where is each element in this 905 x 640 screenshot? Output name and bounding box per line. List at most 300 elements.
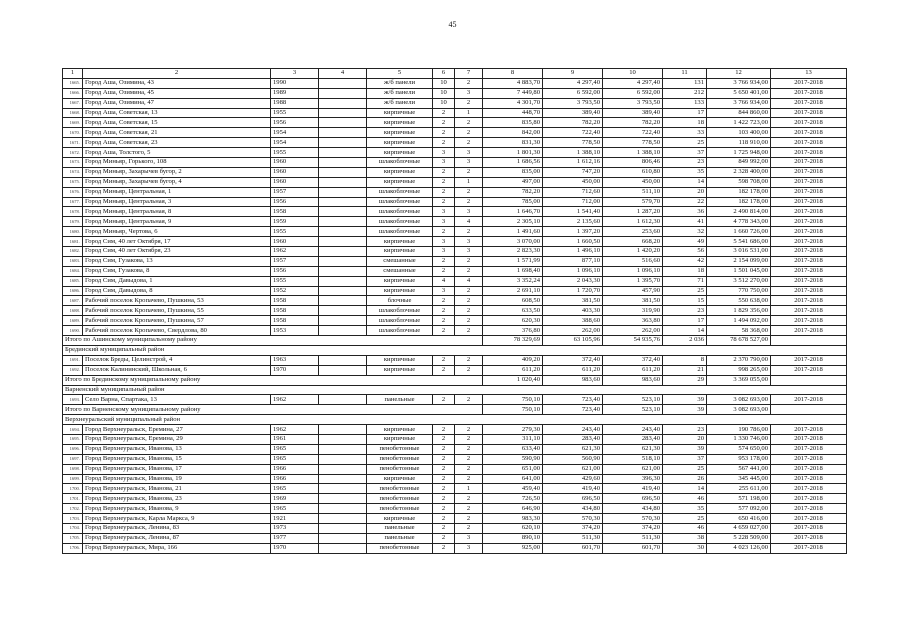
living-area-cell: 374,20 [543,523,603,533]
repair-period-cell: 2017-2018 [771,395,847,405]
repair-cost-cell: 3 766 934,00 [707,78,771,88]
year-renovated-cell [319,326,367,336]
living-area-cell: 403,30 [543,306,603,316]
total-area-cell: 983,30 [483,514,543,524]
entrances-cell: 2 [455,395,483,405]
address-cell: Город Миньяр, Захарычев бугор, 2 [83,167,271,177]
year-renovated-cell [319,474,367,484]
living-area-cell: 723,40 [543,395,603,405]
repair-cost-cell: 5 228 509,00 [707,533,771,543]
repair-cost-cell: 1 330 746,00 [707,434,771,444]
living-area-cell: 1 720,70 [543,286,603,296]
table-row [63,266,847,276]
entrances-cell: 2 [455,425,483,435]
repair-period-cell: 2017-2018 [771,444,847,454]
repair-cost-cell: 58 368,00 [707,326,771,336]
total-area-cell: 1 646,70 [483,207,543,217]
repair-period-cell: 2017-2018 [771,187,847,197]
total-area-total-cell: 750,10 [483,405,543,415]
year-renovated-cell [319,227,367,237]
table-row [63,444,847,454]
table-row [63,128,847,138]
column-header-11: 11 [663,69,707,79]
repair-period-total-cell [771,405,847,415]
total-area-cell: 448,70 [483,108,543,118]
address-cell: Город Верхнеуральск, Иванова, 9 [83,504,271,514]
repair-period-cell: 2017-2018 [771,88,847,98]
total-area-cell: 7 449,80 [483,88,543,98]
total-label: Итого по Варненскому муниципальному району [63,405,483,415]
repair-cost-cell: 2 490 814,00 [707,207,771,217]
entrances-cell: 2 [455,306,483,316]
wall-material-cell: кирпичные [367,108,433,118]
year-renovated-cell [319,98,367,108]
year-renovated-cell [319,217,367,227]
entrances-cell: 3 [455,148,483,158]
year-built-cell: 1957 [271,187,319,197]
repair-period-cell: 2017-2018 [771,355,847,365]
entrances-cell: 2 [455,98,483,108]
year-renovated-cell [319,148,367,158]
wall-material-cell: смешанные [367,266,433,276]
row-number-cell: 1674. [63,167,83,177]
floors-cell: 2 [433,326,455,336]
residential-area-cell: 518,10 [603,454,663,464]
floors-cell: 2 [433,395,455,405]
year-built-cell: 1990 [271,78,319,88]
entrances-cell: 2 [455,474,483,484]
year-built-cell: 1962 [271,247,319,257]
year-renovated-cell [319,425,367,435]
repair-cost-cell: 574 650,00 [707,444,771,454]
wall-material-cell: шлакоблочные [367,217,433,227]
residential-area-cell: 363,80 [603,316,663,326]
row-number-cell: 1683. [63,256,83,266]
address-cell: Город Сим, 40 лет Октября, 23 [83,247,271,257]
address-cell: Город Верхнеуральск, Иванова, 13 [83,444,271,454]
year-built-cell: 1955 [271,276,319,286]
repair-cost-cell: 5 650 401,00 [707,88,771,98]
total-area-cell: 611,20 [483,365,543,375]
year-built-cell: 1962 [271,395,319,405]
residential-area-cell: 611,20 [603,365,663,375]
repair-period-cell: 2017-2018 [771,296,847,306]
year-renovated-cell [319,365,367,375]
table-row [63,108,847,118]
residential-area-cell: 262,00 [603,326,663,336]
entrances-cell: 2 [455,286,483,296]
floors-cell: 2 [433,316,455,326]
floors-cell: 2 [433,464,455,474]
repair-period-cell: 2017-2018 [771,108,847,118]
row-number-cell: 1687. [63,296,83,306]
entrances-cell: 3 [455,158,483,168]
entrances-cell: 2 [455,197,483,207]
row-number-cell: 1669. [63,118,83,128]
year-built-cell: 1988 [271,98,319,108]
living-area-cell: 419,40 [543,484,603,494]
entrances-cell: 1 [455,177,483,187]
residents-cell: 22 [663,197,707,207]
repair-cost-cell: 571 198,00 [707,494,771,504]
total-area-cell: 925,00 [483,543,543,553]
residents-cell: 32 [663,227,707,237]
table-row [63,316,847,326]
floors-cell: 2 [433,543,455,553]
total-area-cell: 1 571,99 [483,256,543,266]
table-row [63,88,847,98]
living-area-cell: 621,00 [543,464,603,474]
floors-cell: 10 [433,98,455,108]
year-built-cell: 1970 [271,543,319,553]
residential-area-total-cell: 523,10 [603,405,663,415]
address-cell: Село Варна, Спартака, 13 [83,395,271,405]
repair-period-cell: 2017-2018 [771,434,847,444]
residential-area-cell: 579,70 [603,197,663,207]
wall-material-cell: ж/б панели [367,78,433,88]
year-built-cell: 1921 [271,514,319,524]
repair-cost-cell: 255 611,00 [707,484,771,494]
year-renovated-cell [319,306,367,316]
year-built-cell: 1956 [271,197,319,207]
repair-period-cell: 2017-2018 [771,543,847,553]
total-area-cell: 459,40 [483,484,543,494]
address-cell: Рабочий поселок Кропачево, Пушкина, 57 [83,316,271,326]
total-area-cell: 4 301,70 [483,98,543,108]
year-renovated-cell [319,207,367,217]
entrances-cell: 2 [455,434,483,444]
floors-cell: 2 [433,187,455,197]
living-area-cell: 4 297,40 [543,78,603,88]
floors-cell: 2 [433,128,455,138]
table-row [63,494,847,504]
year-built-cell: 1956 [271,266,319,276]
repair-cost-total-cell: 78 678 527,00 [707,336,771,346]
total-area-cell: 842,00 [483,128,543,138]
entrances-cell: 1 [455,108,483,118]
residential-area-cell: 1 612,30 [603,217,663,227]
wall-material-cell: кирпичные [367,167,433,177]
living-area-cell: 1 612,16 [543,158,603,168]
residential-area-cell: 516,60 [603,256,663,266]
address-cell: Город Аша, Толстого, 5 [83,148,271,158]
residents-cell: 14 [663,484,707,494]
residential-area-cell: 253,60 [603,227,663,237]
living-area-cell: 621,30 [543,444,603,454]
table-row [63,276,847,286]
entrances-cell: 2 [455,118,483,128]
floors-cell: 2 [433,504,455,514]
residential-area-cell: 389,40 [603,108,663,118]
repair-period-cell: 2017-2018 [771,326,847,336]
repair-period-cell: 2017-2018 [771,138,847,148]
repair-period-cell: 2017-2018 [771,276,847,286]
residents-cell: 25 [663,138,707,148]
address-cell: Поселок Бреды, Целинстрой, 4 [83,355,271,365]
table-row [63,365,847,375]
entrances-cell: 2 [455,355,483,365]
living-area-cell: 6 592,00 [543,88,603,98]
row-number-cell: 1680. [63,227,83,237]
residential-area-cell: 1 096,10 [603,266,663,276]
year-renovated-cell [319,296,367,306]
row-number-cell: 1705. [63,533,83,543]
living-area-cell: 747,20 [543,167,603,177]
row-number-cell: 1704. [63,523,83,533]
total-row [63,336,847,346]
floors-cell: 3 [433,217,455,227]
repair-cost-total-cell: 3 369 055,00 [707,375,771,385]
entrances-cell: 2 [455,316,483,326]
year-renovated-cell [319,444,367,454]
wall-material-cell: шлакоблочные [367,326,433,336]
table-row [63,425,847,435]
entrances-cell: 2 [455,365,483,375]
residents-cell: 25 [663,464,707,474]
year-built-cell: 1958 [271,207,319,217]
living-area-cell: 1 541,40 [543,207,603,217]
wall-material-cell: кирпичные [367,118,433,128]
year-renovated-cell [319,88,367,98]
wall-material-cell: кирпичные [367,128,433,138]
residential-area-cell: 570,30 [603,514,663,524]
repair-cost-cell: 598 708,00 [707,177,771,187]
wall-material-cell: кирпичные [367,514,433,524]
row-number-cell: 1693. [63,395,83,405]
row-number-cell: 1699. [63,474,83,484]
year-renovated-cell [319,523,367,533]
residents-cell: 212 [663,88,707,98]
repair-cost-cell: 4 659 027,00 [707,523,771,533]
year-renovated-cell [319,128,367,138]
wall-material-cell: шлакоблочные [367,187,433,197]
row-number-cell: 1702. [63,504,83,514]
row-number-cell: 1678. [63,207,83,217]
residents-cell: 23 [663,158,707,168]
living-area-cell: 434,80 [543,504,603,514]
repair-period-cell: 2017-2018 [771,98,847,108]
row-number-cell: 1706. [63,543,83,553]
repair-period-total-cell [771,336,847,346]
residential-area-cell: 523,10 [603,395,663,405]
total-area-cell: 620,10 [483,523,543,533]
entrances-cell: 4 [455,217,483,227]
year-renovated-cell [319,533,367,543]
repair-period-cell: 2017-2018 [771,484,847,494]
repair-period-cell: 2017-2018 [771,494,847,504]
residential-area-cell: 778,50 [603,138,663,148]
floors-cell: 2 [433,474,455,484]
floors-cell: 2 [433,355,455,365]
floors-cell: 2 [433,227,455,237]
residential-area-cell: 782,20 [603,118,663,128]
repair-period-cell: 2017-2018 [771,197,847,207]
year-renovated-cell [319,158,367,168]
residential-area-cell: 419,40 [603,484,663,494]
year-renovated-cell [319,504,367,514]
residents-cell: 25 [663,286,707,296]
total-area-cell: 2 305,10 [483,217,543,227]
living-area-cell: 1 660,50 [543,237,603,247]
residents-total-cell: 29 [663,375,707,385]
address-cell: Город Сим, Давыдова, 8 [83,286,271,296]
wall-material-cell: кирпичные [367,434,433,444]
total-area-cell: 641,00 [483,474,543,484]
column-header-2: 2 [83,69,271,79]
wall-material-cell: кирпичные [367,237,433,247]
repair-cost-cell: 2 328 400,00 [707,167,771,177]
living-area-cell: 381,50 [543,296,603,306]
total-area-cell: 2 691,10 [483,286,543,296]
living-area-cell: 243,40 [543,425,603,435]
row-number-cell: 1694. [63,425,83,435]
entrances-cell: 2 [455,326,483,336]
living-area-total-cell: 63 105,96 [543,336,603,346]
address-cell: Город Верхнеуральск, Иванова, 17 [83,464,271,474]
year-built-cell: 1955 [271,227,319,237]
residential-area-cell: 372,40 [603,355,663,365]
floors-cell: 2 [433,138,455,148]
address-cell: Рабочий поселок Кропачево, Пушкина, 53 [83,296,271,306]
repair-period-cell: 2017-2018 [771,167,847,177]
floors-cell: 10 [433,78,455,88]
floors-cell: 2 [433,533,455,543]
housing-register-table [62,68,847,554]
floors-cell: 10 [433,88,455,98]
column-header-7: 7 [455,69,483,79]
year-renovated-cell [319,484,367,494]
repair-cost-cell: 998 265,00 [707,365,771,375]
entrances-cell: 4 [455,276,483,286]
residents-cell: 39 [663,395,707,405]
table-row [63,514,847,524]
repair-cost-cell: 5 541 686,00 [707,237,771,247]
residential-area-cell: 668,20 [603,237,663,247]
row-number-cell: 1672. [63,148,83,158]
residential-area-cell: 243,40 [603,425,663,435]
living-area-cell: 389,40 [543,108,603,118]
residential-area-cell: 806,46 [603,158,663,168]
table-row [63,247,847,257]
living-area-cell: 712,60 [543,187,603,197]
repair-period-cell: 2017-2018 [771,148,847,158]
repair-period-cell: 2017-2018 [771,286,847,296]
year-renovated-cell [319,78,367,88]
residents-cell: 131 [663,78,707,88]
residents-cell: 42 [663,256,707,266]
table-row [63,98,847,108]
row-number-cell: 1684. [63,266,83,276]
year-renovated-cell [319,355,367,365]
row-number-cell: 1677. [63,197,83,207]
address-cell: Город Миньяр, Горького, 108 [83,158,271,168]
row-number-cell: 1666. [63,88,83,98]
living-area-cell: 722,40 [543,128,603,138]
table-row [63,395,847,405]
wall-material-cell: шлакоблочные [367,158,433,168]
repair-cost-cell: 2 154 099,00 [707,256,771,266]
residents-cell: 39 [663,444,707,454]
residential-area-cell: 722,40 [603,128,663,138]
row-number-cell: 1675. [63,177,83,187]
residential-area-cell: 374,20 [603,523,663,533]
repair-period-cell: 2017-2018 [771,504,847,514]
repair-period-cell: 2017-2018 [771,78,847,88]
row-number-cell: 1698. [63,464,83,474]
living-area-cell: 601,70 [543,543,603,553]
living-area-cell: 450,00 [543,177,603,187]
residents-cell: 25 [663,514,707,524]
total-area-cell: 831,30 [483,138,543,148]
repair-cost-cell: 182 178,00 [707,197,771,207]
row-number-cell: 1676. [63,187,83,197]
address-cell: Город Верхнеуральск, Ленина, 87 [83,533,271,543]
wall-material-cell: кирпичные [367,177,433,187]
address-cell: Город Аша, Советская, 15 [83,118,271,128]
living-area-cell: 429,60 [543,474,603,484]
total-area-cell: 726,50 [483,494,543,504]
total-area-cell: 497,00 [483,177,543,187]
residents-cell: 35 [663,167,707,177]
page-number: 45 [448,20,457,29]
residents-cell: 35 [663,504,707,514]
repair-period-cell: 2017-2018 [771,207,847,217]
wall-material-cell: кирпичные [367,365,433,375]
residents-cell: 46 [663,523,707,533]
entrances-cell: 3 [455,543,483,553]
residents-cell: 30 [663,543,707,553]
residents-cell: 17 [663,316,707,326]
year-built-cell: 1966 [271,464,319,474]
floors-cell: 2 [433,167,455,177]
column-header-8: 8 [483,69,543,79]
total-area-cell: 279,30 [483,425,543,435]
repair-period-cell: 2017-2018 [771,514,847,524]
wall-material-cell: панельные [367,533,433,543]
year-built-cell: 1973 [271,523,319,533]
residents-cell: 14 [663,326,707,336]
residents-cell: 23 [663,425,707,435]
living-area-cell: 1 388,10 [543,148,603,158]
wall-material-cell: панельные [367,395,433,405]
column-header-9: 9 [543,69,603,79]
row-number-cell: 1685. [63,276,83,286]
repair-period-cell: 2017-2018 [771,247,847,257]
floors-cell: 2 [433,434,455,444]
residents-cell: 36 [663,207,707,217]
row-number-cell: 1681. [63,237,83,247]
floors-cell: 2 [433,306,455,316]
wall-material-cell: пенобетонные [367,504,433,514]
entrances-cell: 3 [455,533,483,543]
address-cell: Город Верхнеуральск, Мира, 166 [83,543,271,553]
total-area-cell: 785,00 [483,197,543,207]
floors-cell: 2 [433,444,455,454]
year-built-cell: 1965 [271,444,319,454]
repair-period-cell: 2017-2018 [771,425,847,435]
repair-cost-cell: 3 082 693,00 [707,395,771,405]
address-cell: Город Миньяр, Центральная, 8 [83,207,271,217]
wall-material-cell: кирпичные [367,355,433,365]
row-number-cell: 1673. [63,158,83,168]
table-row [63,504,847,514]
wall-material-cell: пенобетонные [367,494,433,504]
residents-cell: 21 [663,365,707,375]
floors-cell: 3 [433,286,455,296]
wall-material-cell: шлакоблочные [367,207,433,217]
repair-cost-cell: 550 638,00 [707,296,771,306]
total-area-cell: 2 823,30 [483,247,543,257]
